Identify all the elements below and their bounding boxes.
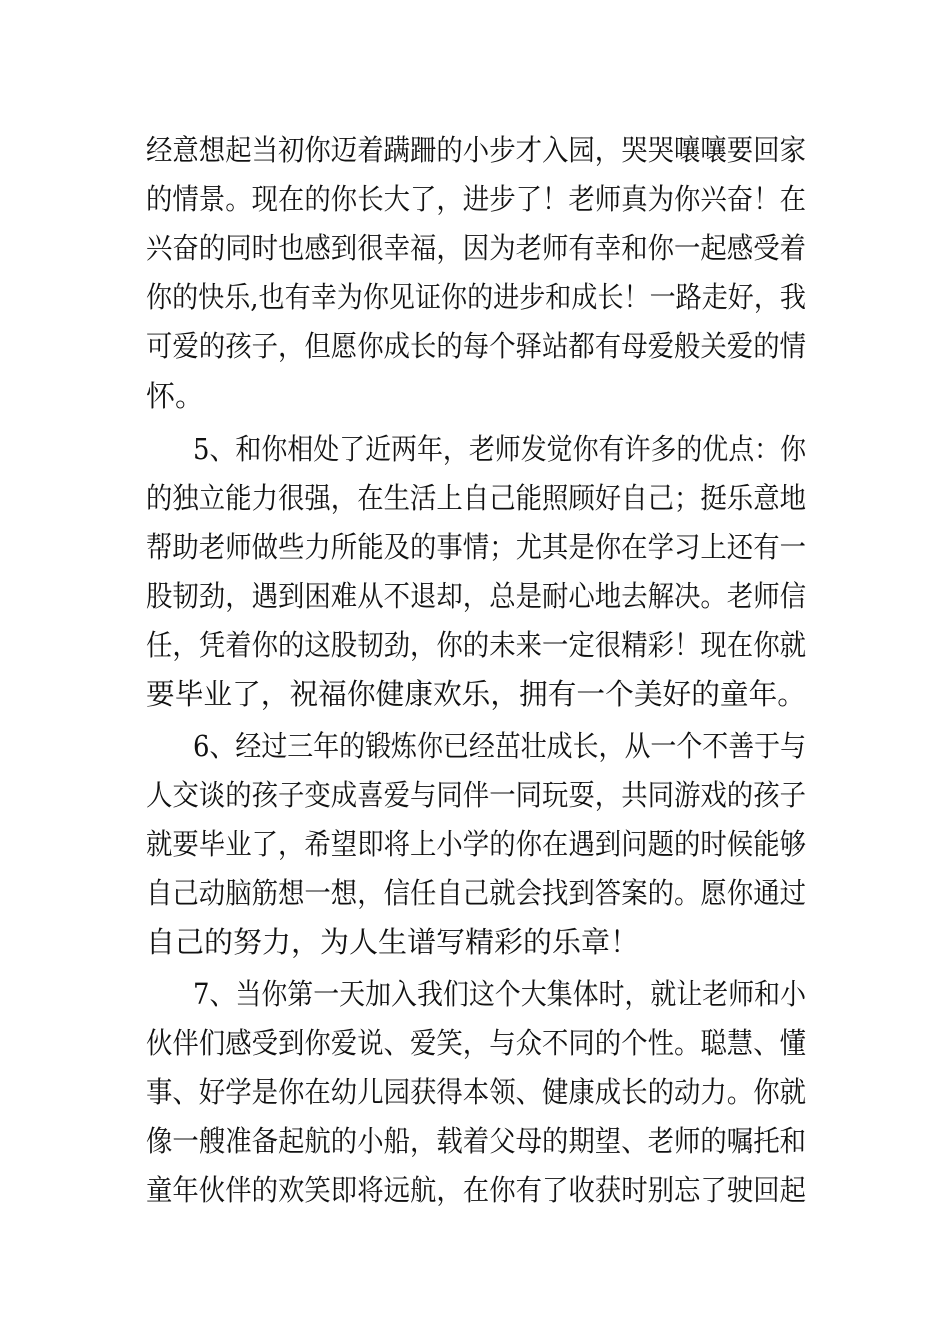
text-line-content: 的独立能力很强，在生活上自己能照顾好自己；挺乐意地: [146, 481, 806, 515]
text-line: [0, 1068, 950, 1116]
text-line: [0, 869, 950, 917]
text-line-content: 人交谈的孩子变成喜爱与同伴一同玩耍，共同游戏的孩子: [146, 778, 806, 812]
paragraph-first-line: [0, 425, 950, 473]
text-line: [0, 1117, 950, 1165]
text-line-content: 要毕业了，祝福你健康欢乐，拥有一个美好的童年。: [146, 677, 806, 711]
text-line: [0, 820, 950, 868]
text-line-content: 股韧劲，遇到困难从不退却，总是耐心地去解决。老师信: [146, 579, 806, 613]
text-line-content: 自己动脑筋想一想，信任自己就会找到答案的。愿你通过: [146, 876, 806, 910]
text-line: [0, 523, 950, 571]
text-line-content: 7、当你第一天加入我们这个大集体时，就让老师和小: [193, 977, 806, 1011]
text-line-content: 你的快乐,也有幸为你见证你的进步和成长！一路走好，我: [146, 280, 806, 314]
text-line: [0, 1166, 950, 1214]
text-line-content: 事、好学是你在幼儿园获得本领、健康成长的动力。你就: [146, 1075, 806, 1109]
text-line: [0, 918, 950, 966]
text-line-content: 伙伴们感受到你爱说、爱笑，与众不同的个性。聪慧、懂: [146, 1026, 806, 1060]
text-line-content: 的情景。现在的你长大了，进步了！老师真为你兴奋！在: [146, 182, 806, 216]
text-line-content: 5、和你相处了近两年，老师发觉你有许多的优点：你: [193, 432, 806, 466]
text-line: [0, 670, 950, 718]
text-line: [0, 1019, 950, 1067]
text-line-content: 就要毕业了，希望即将上小学的你在遇到问题的时候能够: [146, 827, 806, 861]
text-line-content: 自己的努力，为人生谱写精彩的乐章！: [146, 925, 640, 959]
text-line: [0, 474, 950, 522]
text-line: [0, 322, 950, 370]
text-line: [0, 126, 950, 174]
text-line: [0, 572, 950, 620]
text-line: [0, 621, 950, 669]
text-line-content: 童年伙伴的欢笑即将远航，在你有了收获时别忘了驶回起: [146, 1173, 806, 1207]
text-line-content: 兴奋的同时也感到很幸福，因为老师有幸和你一起感受着: [146, 231, 806, 265]
text-line-content: 可爱的孩子，但愿你成长的每个驿站都有母爱般关爱的情: [146, 329, 806, 363]
paragraph-first-line: [0, 722, 950, 770]
text-line-content: 经意想起当初你迈着蹒跚的小步才入园，哭哭嚷嚷要回家: [146, 133, 806, 167]
text-line: [0, 175, 950, 223]
text-line-content: 像一艘准备起航的小船，载着父母的期望、老师的嘱托和: [146, 1124, 806, 1158]
text-line-content: 怀。: [146, 379, 205, 413]
text-line: [0, 771, 950, 819]
text-line: [0, 273, 950, 321]
paragraph-first-line: [0, 970, 950, 1018]
text-line-content: 帮助老师做些力所能及的事情；尤其是你在学习上还有一: [146, 530, 806, 564]
text-line: [0, 372, 950, 420]
text-line-content: 6、经过三年的锻炼你已经茁壮成长，从一个不善于与: [193, 729, 806, 763]
text-line: [0, 224, 950, 272]
text-line-content: 任，凭着你的这股韧劲，你的未来一定很精彩！现在你就: [146, 628, 806, 662]
